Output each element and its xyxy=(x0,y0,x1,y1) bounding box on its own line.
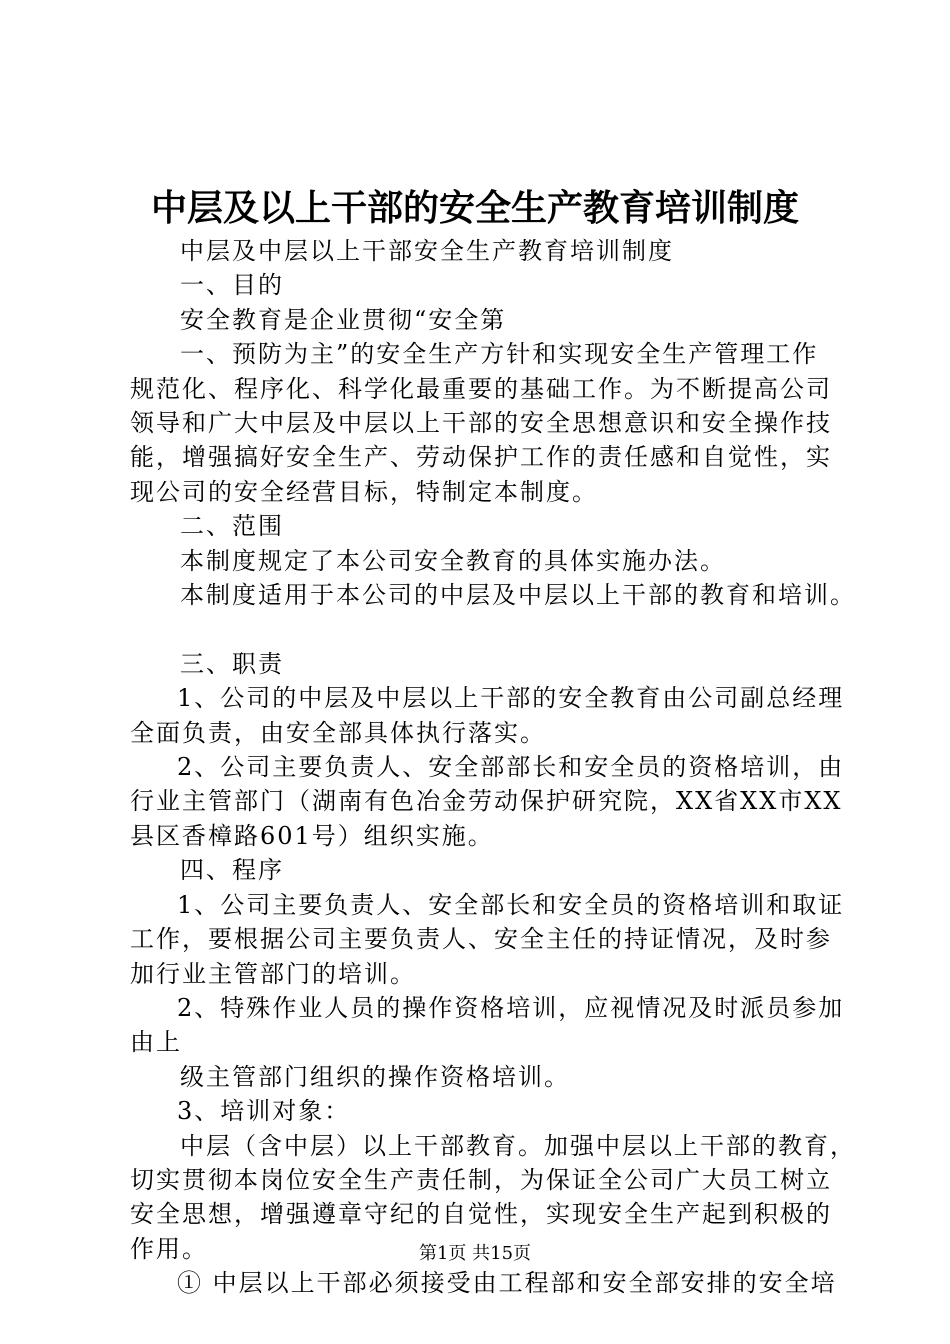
paragraph-line: 级主管部门组织的操作资格培训。 xyxy=(180,1062,570,1091)
paragraph-line: 能，增强搞好安全生产、劳动保护工作的责任感和自觉性，实 xyxy=(130,443,832,472)
paragraph-line: 由上 xyxy=(130,1028,182,1057)
paragraph-line: 1、公司的中层及中层以上干部的安全教育由公司副总经理 xyxy=(177,684,845,713)
paragraph-line: 安全教育是企业贯彻“安全第 xyxy=(180,305,507,334)
paragraph-line: 规范化、程序化、科学化最重要的基础工作。为不断提高公司 xyxy=(130,374,832,403)
paragraph-line: 中层（含中层）以上干部教育。加强中层以上干部的教育， xyxy=(180,1131,856,1160)
section-heading-purpose: 一、目的 xyxy=(180,271,284,300)
paragraph-line: 全面负责，由安全部具体执行落实。 xyxy=(130,718,546,747)
subtitle-line: 中层及中层以上干部安全生产教育培训制度 xyxy=(180,237,674,265)
section-heading-duties: 三、职责 xyxy=(180,649,284,678)
paragraph-line: 2、特殊作业人员的操作资格培训，应视情况及时派员参加 xyxy=(177,993,845,1022)
paragraph-line: 领导和广大中层及中层以上干部的安全思想意识和安全操作技 xyxy=(130,409,832,438)
paragraph-line: 1、公司主要负责人、安全部长和安全员的资格培训和取证 xyxy=(177,890,845,919)
paragraph-line: 加行业主管部门的培训。 xyxy=(130,959,416,988)
paragraph-line: 作用。 xyxy=(130,1234,208,1263)
paragraph-line: 2、公司主要负责人、安全部部长和安全员的资格培训，由 xyxy=(177,753,845,782)
document-body xyxy=(130,234,856,1301)
section-heading-procedure: 四、程序 xyxy=(180,856,284,885)
paragraph-line: 3、培训对象： xyxy=(177,1097,351,1126)
paragraph-line: 县区香樟路601号）组织实施。 xyxy=(130,821,494,850)
section-heading-scope: 二、范围 xyxy=(180,512,284,541)
paragraph-line: 安全思想，增强遵章守纪的自觉性，实现安全生产起到积极的 xyxy=(130,1200,832,1229)
paragraph-line: 本制度适用于本公司的中层及中层以上干部的教育和培训。 xyxy=(180,581,856,610)
paragraph-line: 本制度规定了本公司安全教育的具体实施办法。 xyxy=(180,546,726,575)
paragraph-line: 切实贯彻本岗位安全生产责任制，为保证全公司广大员工树立 xyxy=(130,1165,832,1194)
paragraph-line: 工作，要根据公司主要负责人、安全主任的持证情况，及时参 xyxy=(130,925,832,954)
page-footer: 第1页 共15页 xyxy=(418,1243,532,1264)
paragraph-line: ① 中层以上干部必须接受由工程部和安全部安排的安全培 xyxy=(177,1269,837,1298)
document-title: 中层及以上干部的安全生产教育培训制度 xyxy=(150,187,799,229)
paragraph-line: 一、预防为主”的安全生产方针和实现安全生产管理工作 xyxy=(180,340,819,369)
paragraph-line: 行业主管部门（湖南有色冶金劳动保护研究院，XX省XX市XX xyxy=(130,787,843,816)
paragraph-line: 现公司的安全经营目标，特制定本制度。 xyxy=(130,477,598,506)
blank-line xyxy=(130,612,840,646)
